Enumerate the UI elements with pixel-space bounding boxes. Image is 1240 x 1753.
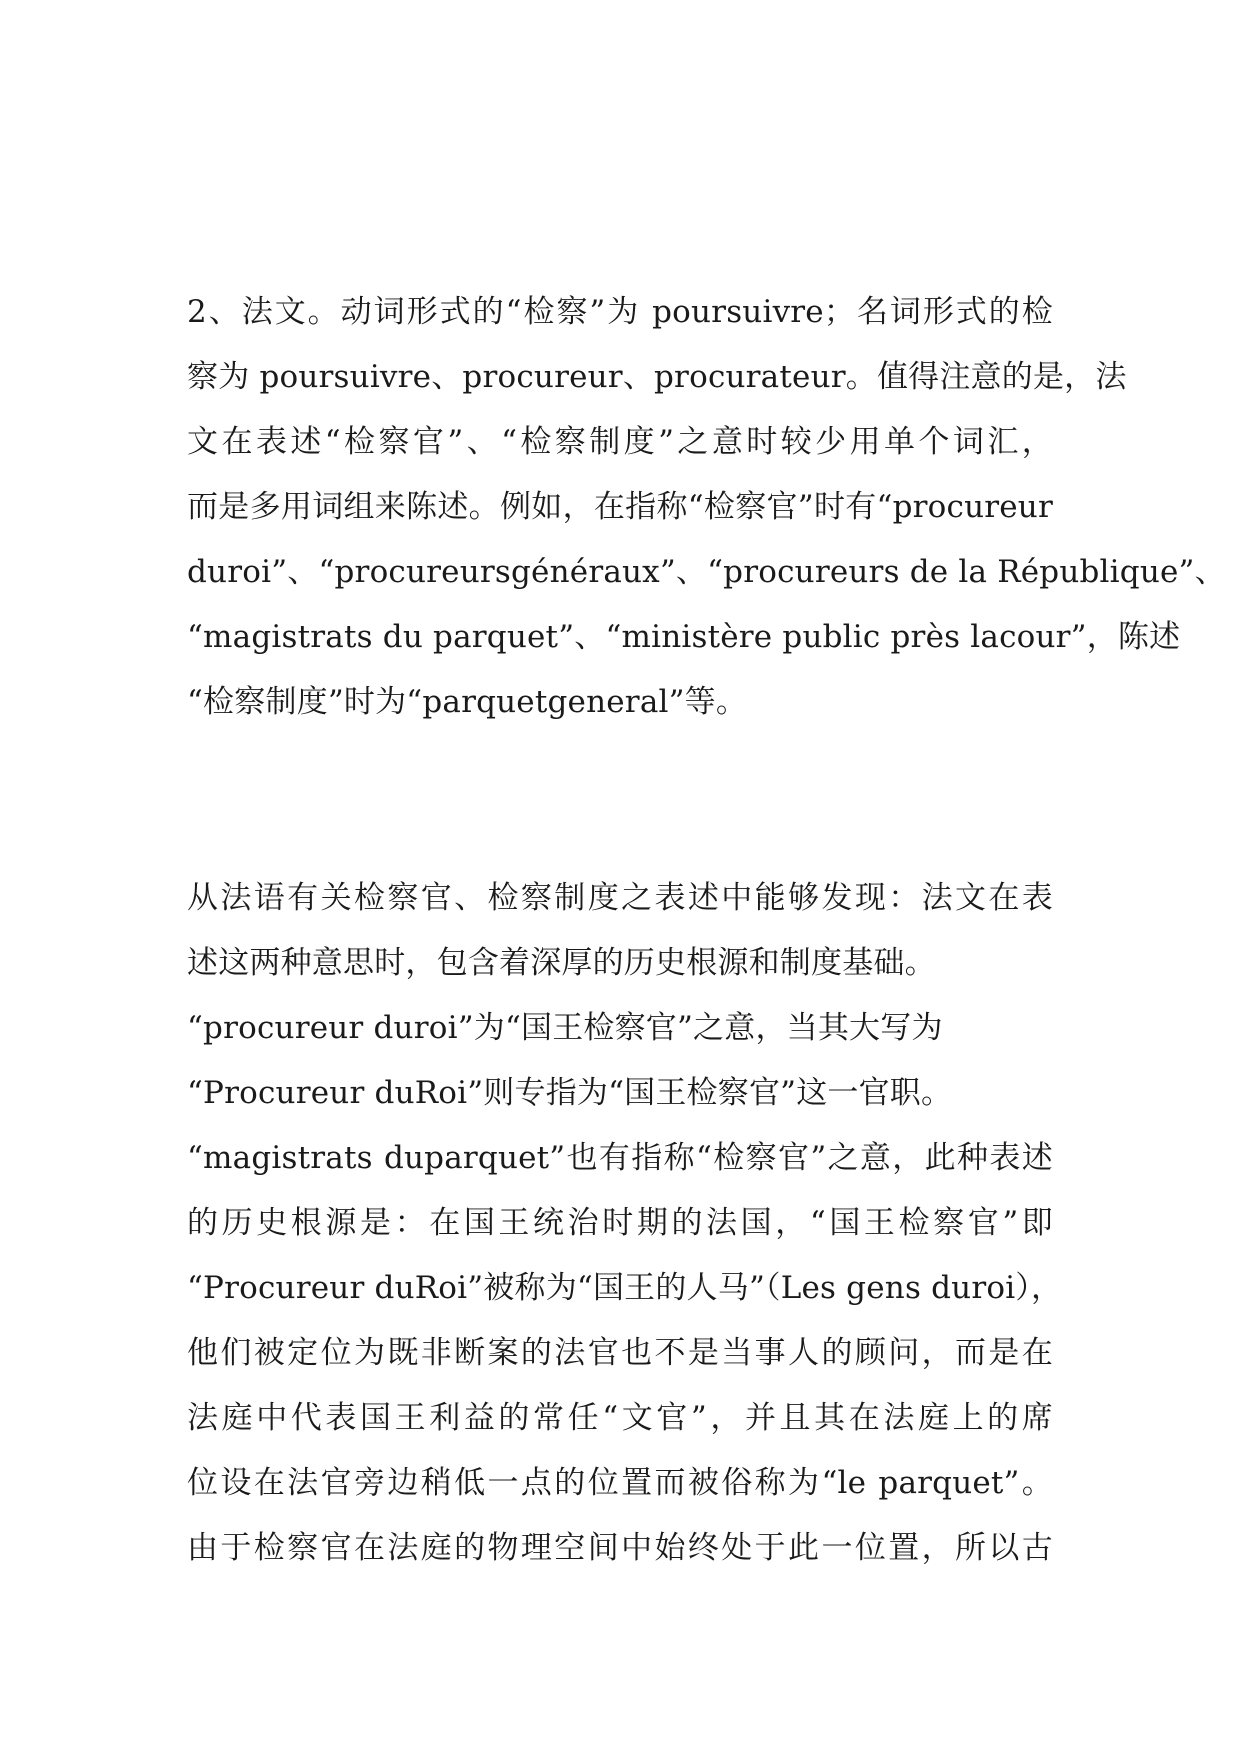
paragraph-2-line: 由于检察官在法庭的物理空间中始终处于此一位置，所以古 bbox=[187, 1530, 1053, 1566]
paragraph-1-line: 文在表述“检察官”、“检察制度”之意时较少用单个词汇， bbox=[187, 424, 1053, 460]
paragraph-2-line: 述这两种意思时，包含着深厚的历史根源和制度基础。 bbox=[187, 945, 936, 981]
paragraph-1-line: 察为 poursuivre、procureur、procurateur。值得注意的是，法 bbox=[187, 359, 1127, 395]
paragraph-2-line: 法庭中代表国王利益的常任“文官”，并且其在法庭上的席 bbox=[187, 1400, 1053, 1436]
paragraph-2-line: “Procureur duRoi”则专指为“国王检察官”这一官职。 bbox=[187, 1075, 953, 1111]
paragraph-1-line: 而是多用词组来陈述。例如，在指称“检察官”时有“procureur bbox=[187, 489, 1053, 525]
paragraph-1-line: “magistrats du parquet”、“ministère public près lacour”，陈述 bbox=[187, 619, 1181, 655]
paragraph-1-line: “检察制度”时为“parquetgeneral”等。 bbox=[187, 684, 748, 720]
paragraph-2-line: “procureur duroi”为“国王检察官”之意，当其大写为 bbox=[187, 1010, 943, 1046]
paragraph-1-line: duroi”、“procureursgénéraux”、“procureurs de la République”、 bbox=[187, 554, 1226, 590]
paragraph-1-line: 2、法文。动词形式的“检察”为 poursuivre；名词形式的检 bbox=[187, 294, 1053, 330]
paragraph-2-line: “magistrats duparquet”也有指称“检察官”之意，此种表述 bbox=[187, 1140, 1053, 1176]
paragraph-2-line: 的历史根源是：在国王统治时期的法国，“国王检察官”即 bbox=[187, 1205, 1053, 1241]
paragraph-2-line: 他们被定位为既非断案的法官也不是当事人的顾问，而是在 bbox=[187, 1335, 1053, 1371]
paragraph-2-line: 从法语有关检察官、检察制度之表述中能够发现：法文在表 bbox=[187, 880, 1053, 916]
paragraph-2-line: “Procureur duRoi”被称为“国王的人马”（Les gens duroi）， bbox=[187, 1270, 1063, 1306]
paragraph-2-line: 位设在法官旁边稍低一点的位置而被俗称为“le parquet”。 bbox=[187, 1465, 1053, 1501]
